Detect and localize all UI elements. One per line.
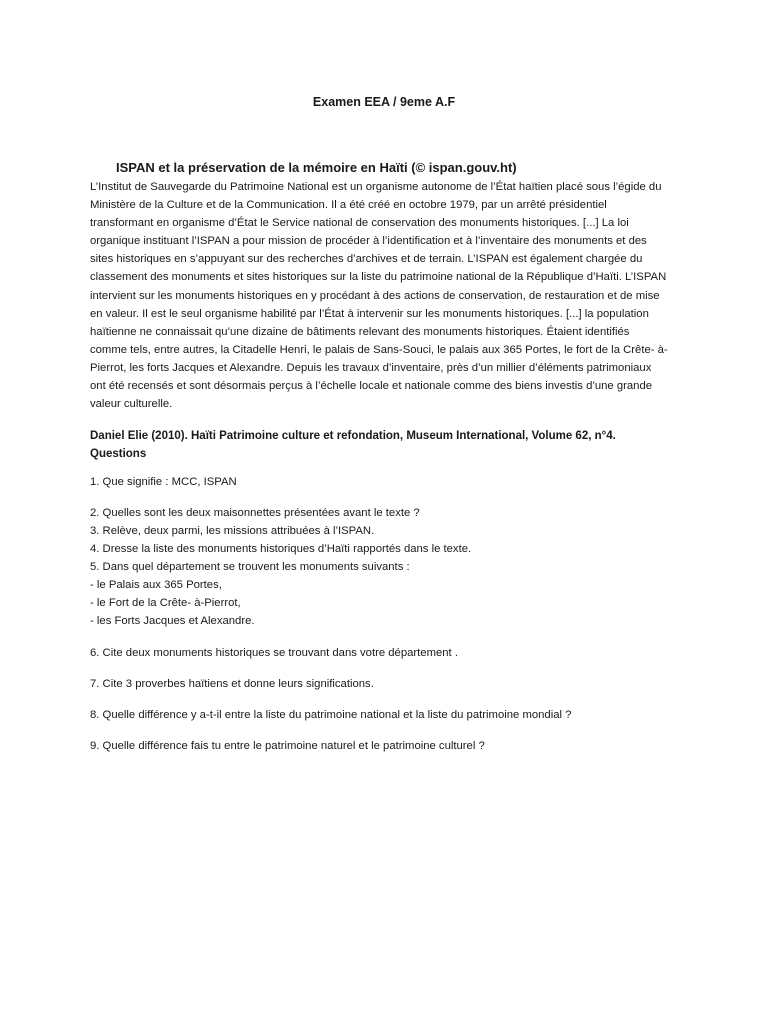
question-item: 3. Relève, deux parmi, les missions attribuées à l’ISPAN. bbox=[90, 525, 375, 537]
body-line: en valeur. Il est le seul organisme habilité par l’État à intervenir sur les monuments historiques. [...] la population bbox=[90, 307, 649, 320]
question-subitem: - le Fort de la Crête- à-Pierrot, bbox=[90, 597, 241, 609]
reference-block bbox=[90, 427, 616, 463]
question-subitem: - les Forts Jacques et Alexandre. bbox=[90, 615, 255, 627]
body-paragraph bbox=[90, 178, 680, 413]
body-line: valeur culturelle. bbox=[90, 398, 173, 411]
body-line: Ministère de la Culture et de la Communication. Il a été créé en octobre 1979, par un arrêté présidentiel bbox=[90, 199, 607, 212]
body-line: Pierrot, les forts Jacques et Alexandre. Depuis les travaux d’inventaire, près d’un millier d’éléments patrimoniaux bbox=[90, 361, 652, 374]
body-line: sites historiques en s’appuyant sur des recherches d’archives et de terrain. L’ISPAN est également chargée du bbox=[90, 253, 643, 266]
exam-title: Examen EEA / 9eme A.F bbox=[312, 95, 456, 109]
body-line: comme tels, entre autres, la Citadelle Henri, le palais de Sans-Souci, le palais aux 365 Portes, le fort de la Crête- à- bbox=[90, 343, 668, 356]
body-line: classement des monuments et sites historiques sur la liste du patrimoine national de la République d’Haïti. L’ISPAN bbox=[90, 271, 667, 284]
question-item: 2. Quelles sont les deux maisonnettes présentées avant le texte ? bbox=[90, 507, 420, 519]
body-line: ont été recensés et sont désormais perçus à l’échelle locale et nationale comme des biens investis d’une grande bbox=[90, 380, 653, 393]
body-line: intervient sur les monuments historiques en y procédant à des actions de conservation, de restauration et de mise bbox=[90, 289, 660, 302]
question-item: 5. Dans quel département se trouvent les monuments suivants : bbox=[90, 561, 410, 573]
question-item: 1. Que signifie : MCC, ISPAN bbox=[90, 476, 237, 488]
section-title: ISPAN et la préservation de la mémoire en Haïti (© ispan.gouv.ht) bbox=[116, 160, 517, 175]
question-item: 9. Quelle différence fais tu entre le patrimoine naturel et le patrimoine culturel ? bbox=[90, 740, 485, 752]
question-item: 8. Quelle différence y a-t-il entre la liste du patrimoine national et la liste du patrimoine mondial ? bbox=[90, 709, 572, 721]
body-line: transformant en organisme d’État le Service national de conservation des monuments historiques. [...] La loi bbox=[90, 217, 629, 230]
question-item: 7. Cite 3 proverbes haïtiens et donne leurs significations. bbox=[90, 678, 374, 690]
body-line: L’Institut de Sauvegarde du Patrimoine National est un organisme autonome de l’État haïtien placé sous l’égide du bbox=[90, 181, 662, 193]
question-subitem: - le Palais aux 365 Portes, bbox=[90, 579, 222, 591]
source-citation: Daniel Elie (2010). Haïti Patrimoine culture et refondation, Museum International, Volume 62, n°4. bbox=[90, 430, 616, 442]
question-item: 4. Dresse la liste des monuments historiques d’Haïti rapportés dans le texte. bbox=[90, 543, 472, 555]
questions-heading: Questions bbox=[90, 448, 147, 460]
body-line: organique instituant l’ISPAN a pour mission de procéder à l’identification et à l’inventaire des monuments et des bbox=[90, 235, 647, 248]
question-item: 6. Cite deux monuments historiques se trouvant dans votre département . bbox=[90, 647, 458, 659]
body-line: haïtienne ne connaissait qu’une dizaine de bâtiments relevant des monuments historiques. Étaient identifiés bbox=[90, 325, 630, 338]
